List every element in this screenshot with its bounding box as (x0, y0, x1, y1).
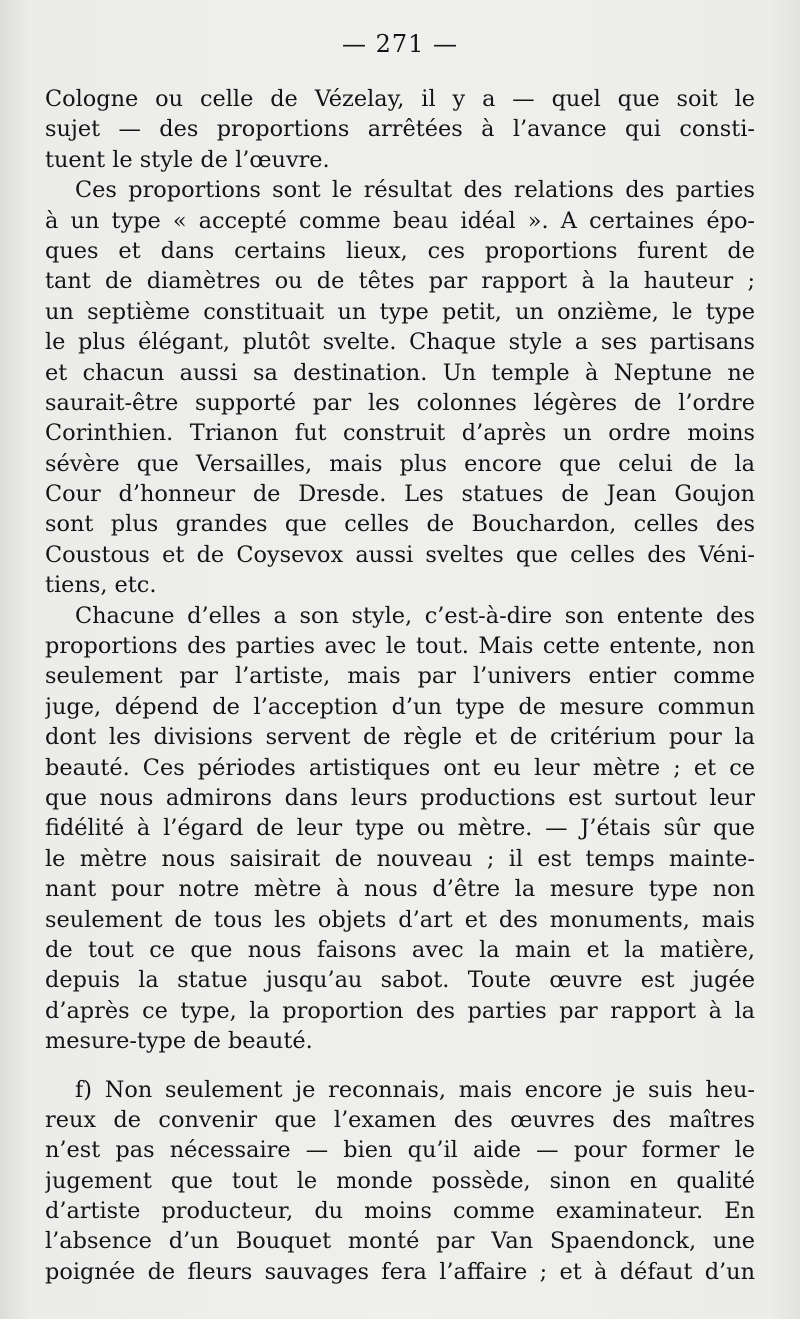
text-line: Ces proportions sont le résultat des relations des parties (75, 177, 755, 204)
text-line: beauté. Ces périodes artistiques ont eu leur mètre ; et ce (45, 754, 755, 781)
text-line: mesure-type de beauté. (45, 1028, 313, 1055)
text-line: tuent le style de l’œuvre. (45, 146, 330, 173)
text-line: Coustous et de Coysevox aussi sveltes que celles des Véni- (45, 541, 755, 568)
text-line: ques et dans certains lieux, ces proportions furent de (45, 237, 755, 264)
text-line: le mètre nous saisirait de nouveau ; il est temps mainte- (45, 845, 755, 872)
text-line: jugement que tout le monde possède, sinon en qualité (45, 1167, 755, 1194)
text-line: sujet — des proportions arrêtées à l’avance qui consti- (45, 116, 755, 143)
text-line: n’est pas nécessaire — bien qu’il aide — pour former le (45, 1137, 755, 1164)
text-line: depuis la statue jusqu’au sabot. Toute œuvre est jugée (45, 967, 755, 994)
text-line: tiens, etc. (45, 572, 157, 599)
text-line: tant de diamètres ou de têtes par rapport à la hauteur ; (45, 268, 755, 295)
text-line: Chacune d’elles a son style, c’est-à-dire son entente des (75, 602, 755, 629)
body-text (45, 84, 755, 1287)
text-line: seulement par l’artiste, mais par l’univers entier comme (45, 663, 755, 690)
text-line: fidélité à l’égard de leur type ou mètre. — J’étais sûr que (45, 815, 755, 842)
text-line: proportions des parties avec le tout. Mais cette entente, non (45, 633, 755, 660)
text-line: de tout ce que nous faisons avec la main et la matière, (45, 936, 755, 963)
page-number: — 271 — (341, 30, 459, 58)
text-line: d’artiste producteur, du moins comme examinateur. En (45, 1198, 755, 1225)
text-line: Cour d’honneur de Dresde. Les statues de Jean Goujon (45, 481, 755, 508)
text-line: le plus élégant, plutôt svelte. Chaque style a ses partisans (45, 329, 755, 356)
text-line: sont plus grandes que celles de Bouchardon, celles des (45, 511, 755, 538)
text-line: poignée de fleurs sauvages fera l’affaire ; et à défaut d’un (45, 1258, 755, 1285)
text-line: saurait-être supporté par les colonnes légères de l’ordre (45, 389, 755, 416)
text-line: sévère que Versailles, mais plus encore que celui de la (45, 450, 755, 477)
text-line: à un type « accepté comme beau idéal ». A certaines épo- (45, 207, 755, 234)
text-line: nant pour notre mètre à nous d’être la mesure type non (45, 876, 755, 903)
text-line: que nous admirons dans leurs productions est surtout leur (45, 784, 755, 811)
text-line: Cologne ou celle de Vézelay, il y a — quel que soit le (45, 86, 755, 112)
text-line: dont les divisions servent de règle et de critérium pour la (45, 724, 755, 751)
text-line: et chacun aussi sa destination. Un temple à Neptune ne (45, 359, 755, 386)
text-line: Corinthien. Trianon fut construit d’après un ordre moins (45, 420, 755, 447)
text-line: l’absence d’un Bouquet monté par Van Spaendonck, une (45, 1228, 755, 1255)
text-line: d’après ce type, la proportion des parties par rapport à la (45, 997, 755, 1024)
text-line: un septième constituait un type petit, un onzième, le type (45, 298, 755, 325)
text-line: juge, dépend de l’acception d’un type de mesure commun (45, 693, 755, 720)
text-line: f) Non seulement je reconnais, mais encore je suis heu- (75, 1076, 755, 1103)
text-line: seulement de tous les objets d’art et des monuments, mais (45, 906, 755, 933)
text-line: reux de convenir que l’examen des œuvres des maîtres (45, 1106, 755, 1133)
